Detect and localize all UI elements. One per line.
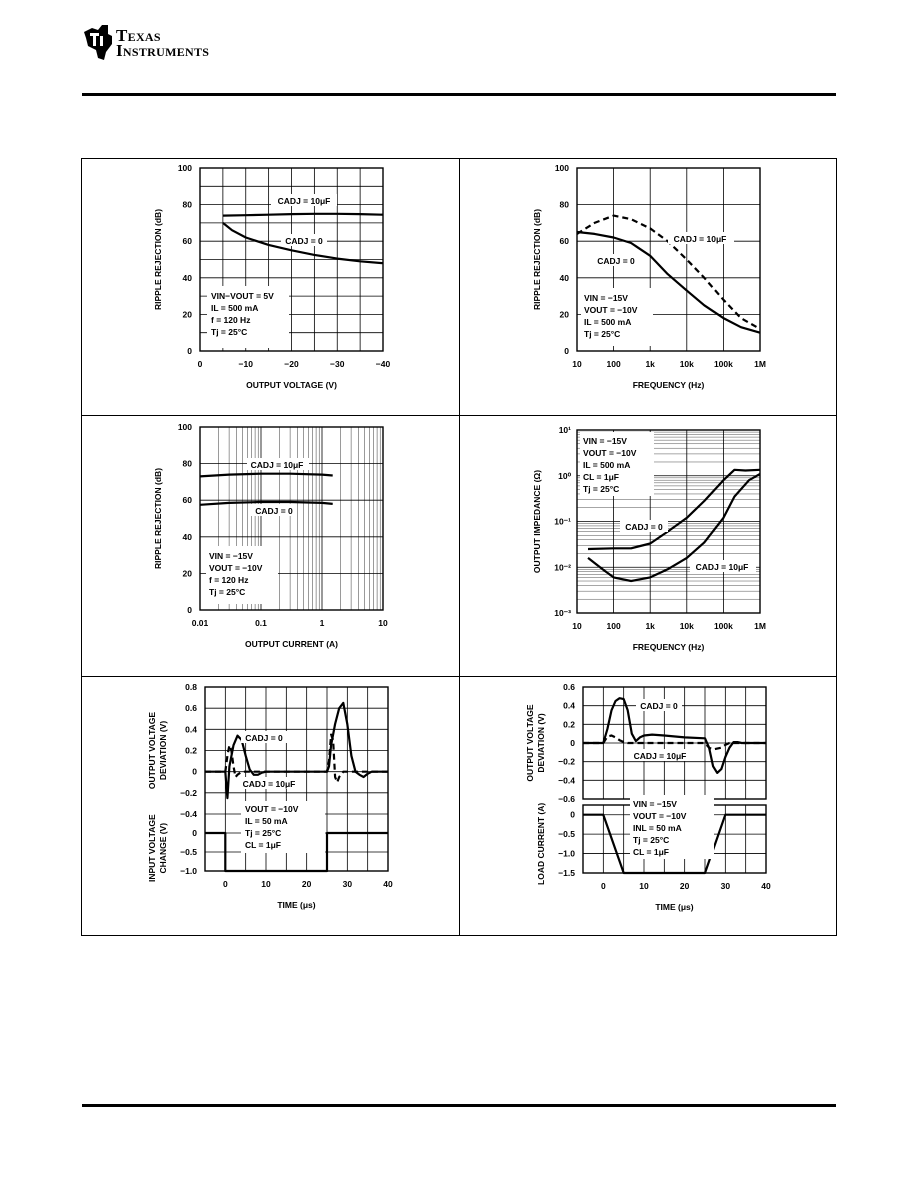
y-axis-label: RIPPLE REJECTION (dB) [153,208,163,311]
x-tick-label: −20 [284,359,299,369]
x-tick-label: −30 [330,359,345,369]
y-tick-label: 20 [559,309,569,320]
series-line [583,736,766,750]
y-tick-label: 0 [192,766,197,777]
y-tick-label: 80 [182,199,192,210]
c6-annotation: VIN = −15V [633,799,677,809]
y-tick-label: 40 [182,531,192,542]
x-tick-label: 40 [383,879,393,889]
y-tick-label: −0.2 [558,756,575,767]
y-tick-label: 0 [570,809,575,820]
y-axis-label-top: DEVIATION (V) [158,720,168,781]
x-tick-label: 10 [378,618,388,628]
x-tick-label: 10 [572,621,582,631]
y-axis-label-bottom: INPUT VOLTAGE [147,814,157,883]
y-tick-label: 0 [192,828,197,838]
x-tick-label: −10 [238,359,253,369]
y-tick-label: −0.6 [558,794,575,804]
x-tick-label: 100k [713,359,733,369]
chart-load-transient [460,677,837,936]
x-axis-label: TIME (μs) [655,902,694,912]
x-tick-label: 10 [261,879,271,889]
c6-annotation: CL = 1μF [633,847,669,857]
c3-annotation: Tj = 25°C [209,587,246,597]
y-tick-label: −0.5 [180,847,197,857]
c5-annotation: IL = 50 mA [245,816,288,826]
y-tick-label: 0.4 [563,700,575,711]
chart-ripple-vs-output-voltage [81,158,459,415]
c5-annotation: CL = 1μF [245,840,281,850]
y-tick-label: −1.5 [558,868,575,878]
y-axis-label: RIPPLE REJECTION (dB) [532,208,542,311]
y-tick-label: 0.2 [185,745,197,756]
c1-annotation: VIN−VOUT = 5V [211,291,274,301]
y-tick-label: 0.4 [185,724,197,735]
y-tick-label: 0 [187,605,192,615]
x-tick-label: 20 [301,879,312,889]
y-axis-label-top: OUTPUT VOLTAGE [525,704,535,782]
x-tick-label: 30 [720,881,731,891]
series-label: CADJ = 10μF [695,562,749,572]
c2-annotation: VIN = −15V [584,293,628,303]
c2-annotation: IL = 500 mA [584,317,632,327]
y-tick-label: 0.6 [563,682,575,692]
chart-ripple-vs-frequency [460,158,837,415]
x-tick-label: 1M [754,359,766,369]
y-tick-label: −1.0 [558,848,575,859]
y-tick-label: 60 [559,236,569,247]
c6-annotation: Tj = 25°C [633,835,670,845]
c5-annotation: VOUT = −10V [245,804,299,814]
c2-annotation: VOUT = −10V [584,305,638,315]
y-tick-label: −1.0 [180,866,197,876]
series-label: CADJ = 0 [640,701,678,711]
y-tick-label: 10¹ [558,425,571,435]
x-tick-label: 0 [222,879,228,889]
y-tick-label: −0.4 [558,775,575,786]
x-tick-label: 20 [679,881,690,891]
chart-line-transient [81,677,459,936]
footer-rule [82,1104,836,1107]
y-tick-label: 40 [182,272,192,283]
series-label: CADJ = 10μF [277,196,331,206]
c4-annotation: VIN = −15V [583,436,627,446]
y-axis-label: RIPPLE REJECTION (dB) [153,467,163,570]
y-tick-label: 100 [177,422,192,432]
c3-annotation: VIN = −15V [209,551,253,561]
x-tick-label: 100 [606,621,621,631]
y-tick-label: −0.2 [180,787,197,798]
series-line [200,474,333,477]
chart-output-impedance [460,416,837,676]
y-tick-label: −0.5 [558,829,575,840]
series-label: CADJ = 0 [625,522,663,532]
x-tick-label: 100 [606,359,621,369]
y-tick-label: 0.8 [185,682,197,692]
series-label: CADJ = 0 [285,236,323,246]
y-tick-label: 80 [182,458,192,469]
x-axis-label: OUTPUT VOLTAGE (V) [246,380,337,390]
y-tick-label: 80 [559,199,569,210]
y-axis-label: OUTPUT IMPEDANCE (Ω) [532,469,542,574]
y-tick-label: 0 [570,738,575,748]
x-tick-label: 10k [679,359,694,369]
series-label: CADJ = 10μF [250,460,304,470]
series-label: CADJ = 0 [597,256,635,266]
y-tick-label: 10⁰ [558,470,571,481]
y-axis-label-bottom: CHANGE (V) [158,822,168,874]
c4-annotation: CL = 1μF [583,472,619,482]
y-tick-label: 40 [559,272,569,283]
y-axis-label-top: DEVIATION (V) [536,713,546,773]
x-axis-label: FREQUENCY (Hz) [632,642,705,652]
c4-annotation: VOUT = −10V [583,448,637,458]
y-tick-label: 10⁻³ [554,608,571,618]
chart-ripple-vs-output-current [81,416,459,676]
x-axis-label: TIME (μs) [277,900,316,910]
x-axis-label: OUTPUT CURRENT (A) [244,639,339,649]
series-label: CADJ = 0 [245,733,283,743]
y-tick-label: 20 [182,309,192,320]
x-tick-label: 10k [679,621,694,631]
y-tick-label: 100 [554,163,569,173]
c3-annotation: f = 120 Hz [209,575,249,585]
y-tick-label: 20 [182,568,192,579]
company-line1: Texas [116,26,161,45]
y-tick-label: −0.4 [180,809,197,819]
x-tick-label: 1M [754,621,766,631]
x-tick-label: 100k [713,621,733,631]
y-tick-label: 10⁻¹ [554,516,571,527]
x-tick-label: 0.01 [191,618,209,628]
x-tick-label: 10 [572,359,582,369]
y-axis-label-bottom: LOAD CURRENT (A) [536,802,546,885]
c6-annotation: VOUT = −10V [633,811,687,821]
header-rule [82,93,836,96]
series-label: CADJ = 10μF [633,751,687,761]
series-label: CADJ = 0 [255,506,293,516]
c4-annotation: Tj = 25°C [583,484,620,494]
x-tick-label: 0.1 [255,618,267,628]
y-axis-label-top: OUTPUT VOLTAGE [147,711,157,790]
x-tick-label: 1k [645,359,655,369]
company-line2: Instruments [116,41,210,60]
c6-annotation: INL = 50 mA [633,823,682,833]
x-tick-label: 30 [342,879,353,889]
x-axis-label: FREQUENCY (Hz) [632,380,705,390]
c1-annotation: IL = 500 mA [211,303,259,313]
y-tick-label: 60 [182,495,192,506]
series-label: CADJ = 10μF [673,234,727,244]
x-tick-label: 1k [645,621,655,631]
x-tick-label: 1 [319,618,325,628]
company-name [116,28,209,58]
x-tick-label: 10 [639,881,649,891]
y-tick-label: 60 [182,236,192,247]
y-tick-label: 0 [564,346,569,356]
y-tick-label: 0.6 [185,703,197,714]
c4-annotation: IL = 500 mA [583,460,631,470]
c1-annotation: Tj = 25°C [211,327,248,337]
c1-annotation: f = 120 Hz [211,315,251,325]
y-tick-label: 10⁻² [554,562,571,573]
y-tick-label: 100 [177,163,192,173]
series-label: CADJ = 10μF [242,779,296,789]
y-tick-label: 0 [187,346,192,356]
x-tick-label: 0 [600,881,606,891]
x-tick-label: 40 [761,881,771,891]
c5-annotation: Tj = 25°C [245,828,282,838]
x-tick-label: 0 [197,359,203,369]
c2-annotation: Tj = 25°C [584,329,621,339]
series-line [223,214,383,216]
c3-annotation: VOUT = −10V [209,563,263,573]
y-tick-label: 0.2 [563,719,575,730]
x-tick-label: −40 [375,359,391,369]
